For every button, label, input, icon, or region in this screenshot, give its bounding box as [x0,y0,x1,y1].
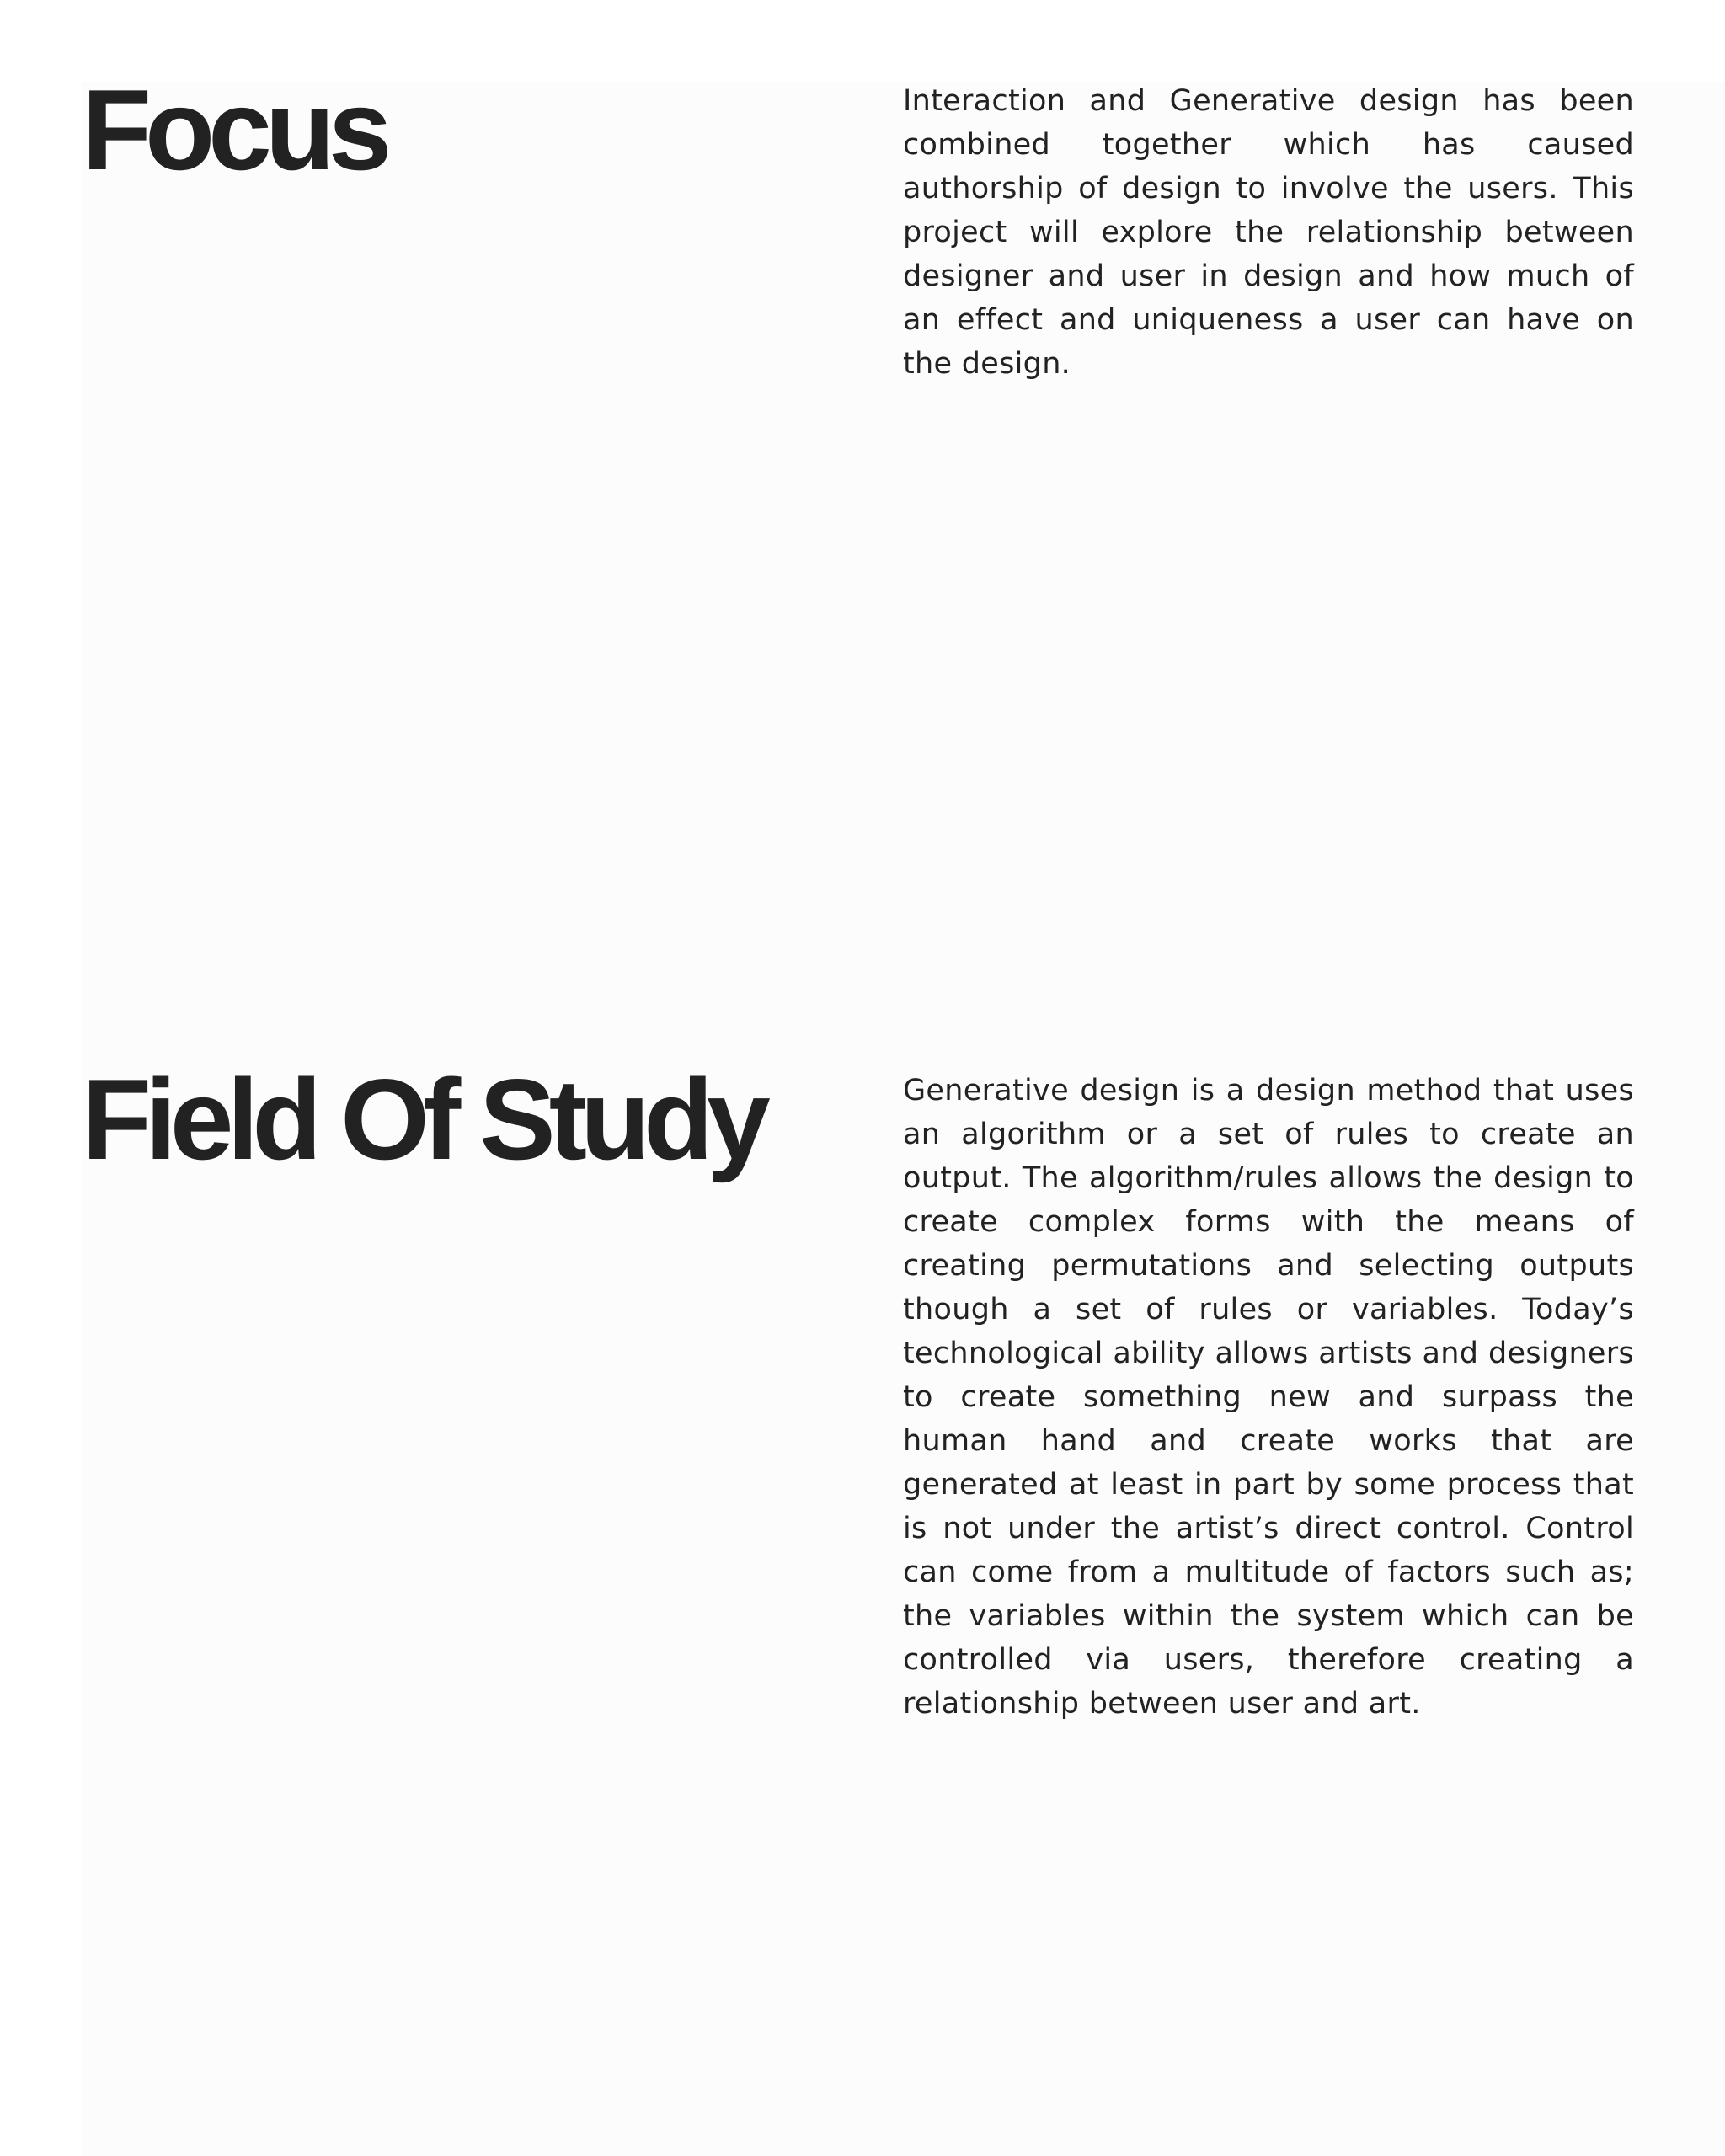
field-of-study-body-text: Generative design is a design method that uses an algorithm or a set of rules to create an output. The algorithm/rules allows the design to create complex forms with the means of creating permutations and selecting outputs though a set of rules or variables. Today’s technological ability allows artists and designers to create something new and surpass the human hand and create works that are generated at least in part by some process that is not under the artist’s direct control. Control can come from a multitude of factors such as; the variables within the system which can be controlled via users, therefore creating a relationship between user and art. [903,1074,1634,1721]
field-of-study-heading: Field Of Study [82,1055,764,1183]
focus-body-text: Interaction and Generative design has been combined together which has caused authorship of design to involve the users. This project will explore the relationship between designer and user in design and how much of an effect and uniqueness a user can have on the design. [903,84,1634,381]
focus-heading: Focus [82,66,386,194]
